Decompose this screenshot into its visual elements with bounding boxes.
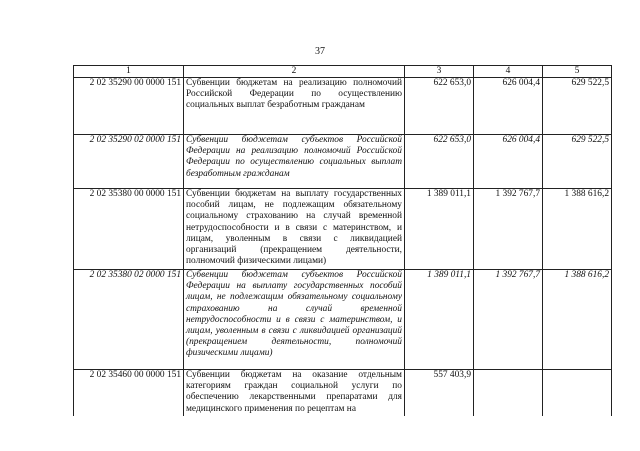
row-description: Субвенции бюджетам на оказание отдельным категориям граждан социальной услуги по обеспечению лекарственными препаратами для медицинского применения по рецептам на <box>184 370 405 417</box>
row-description: Субвенции бюджетам субъектов Российской Федерации на реализацию полномочий Российской Федерации по осуществлению социальных выплат безработным гражданам <box>184 135 405 189</box>
row-value-3: 629 522,5 <box>543 78 612 135</box>
row-description: Субвенции бюджетам на выплату государственных пособий лицам, не подлежащим обязательному социальному страхованию на случай временной нетрудоспособности и в связи с материнством, и лицам, уволенным в связи с ликвидацией организаций (прекращением деятельности, полномочий физическими лицами) <box>184 189 405 270</box>
row-value-2: 626 004,4 <box>474 78 543 135</box>
column-header-value-1: 3 <box>405 66 474 78</box>
row-description: Субвенции бюджетам на реализацию полномочий Российской Федерации по осуществлению социальных выплат безработным гражданам <box>184 78 405 135</box>
row-value-3: 1 388 616,2 <box>543 189 612 270</box>
column-header-value-3: 5 <box>543 66 612 78</box>
row-value-1: 622 653,0 <box>405 135 474 189</box>
row-code: 2 02 35290 00 0000 151 <box>74 78 184 135</box>
row-value-1: 622 653,0 <box>405 78 474 135</box>
row-description: Субвенции бюджетам субъектов Российской Федерации на выплату государственных пособий лицам, не подлежащим обязательному социальному страхованию на случай временной нетрудоспособности и в связи с материнством, и лицам, уволенным в связи с ликвидацией организаций (прекращением деятельности, полномочий физическими лицами) <box>184 270 405 370</box>
row-value-2: 1 392 767,7 <box>474 270 543 370</box>
table-row <box>74 270 612 370</box>
column-header-value-2: 4 <box>474 66 543 78</box>
page-number: 37 <box>315 46 325 57</box>
column-header-code: 1 <box>74 66 184 78</box>
budget-table <box>73 65 612 416</box>
row-value-3: 1 388 616,2 <box>543 270 612 370</box>
row-value-1: 1 389 011,1 <box>405 270 474 370</box>
row-code: 2 02 35380 00 0000 151 <box>74 189 184 270</box>
column-header-description: 2 <box>184 66 405 78</box>
row-value-3 <box>543 370 612 417</box>
row-code: 2 02 35460 00 0000 151 <box>74 370 184 417</box>
table-header-row <box>74 66 612 78</box>
table-row <box>74 78 612 135</box>
row-value-1: 1 389 011,1 <box>405 189 474 270</box>
table-row <box>74 370 612 417</box>
row-code: 2 02 35290 02 0000 151 <box>74 135 184 189</box>
row-value-3: 629 522,5 <box>543 135 612 189</box>
table-row <box>74 135 612 189</box>
row-code: 2 02 35380 02 0000 151 <box>74 270 184 370</box>
row-value-2: 1 392 767,7 <box>474 189 543 270</box>
row-value-2 <box>474 370 543 417</box>
row-value-1: 557 403,9 <box>405 370 474 417</box>
table-row <box>74 189 612 270</box>
row-value-2: 626 004,4 <box>474 135 543 189</box>
